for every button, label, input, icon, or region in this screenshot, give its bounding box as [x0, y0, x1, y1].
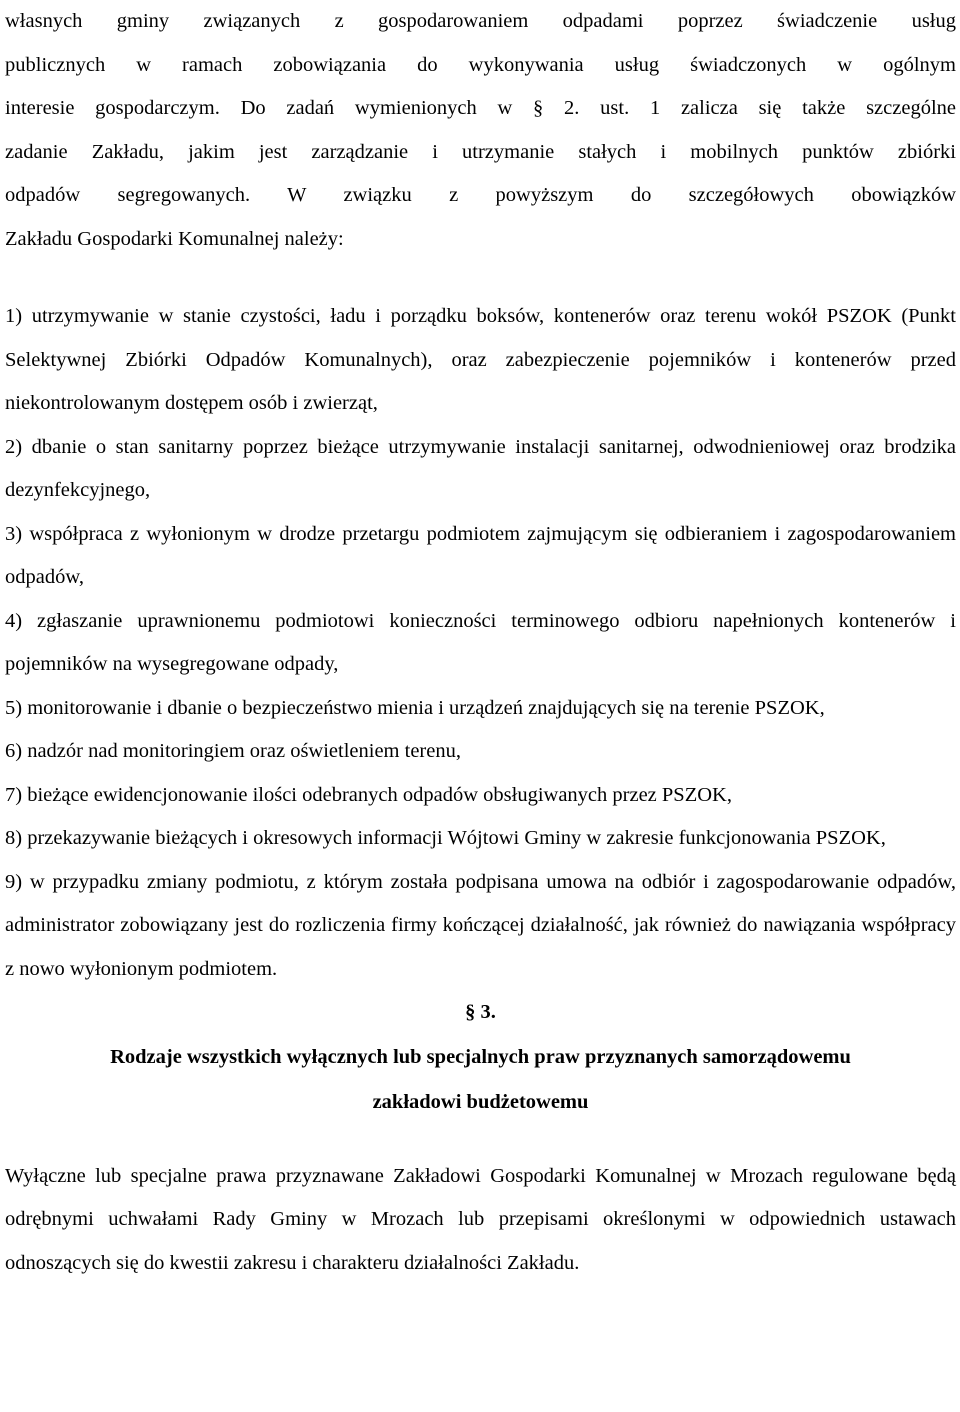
duty-item: 6) nadzór nad monitoringiem oraz oświetleniem terenu, [5, 740, 461, 762]
intro-paragraph [5, 0, 956, 261]
section-title [5, 1035, 956, 1125]
closing-paragraph: Wyłączne lub specjalne prawa przyznawane Zakładowi Gospodarki Komunalnej w Mrozach regulowane będą odrębnymi uchwałami Rady Gminy w Mrozach lub przepisami określonymi w odpowiednich ustawach odnoszących się do kwestii zakresu i charakteru działalności Zakładu. [5, 1164, 956, 1274]
duty-item: 4) zgłaszanie uprawnionemu podmiotowi konieczności terminowego odbioru napełnionych kontenerów i pojemników na wysegregowane odpady, [5, 609, 956, 675]
duty-item: 2) dbanie o stan sanitarny poprzez bieżące utrzymywanie instalacji sanitarnej, odwodnieniowej oraz brodzika dezynfekcyjnego, [5, 435, 956, 501]
duty-item: 8) przekazywanie bieżących i okresowych informacji Wójtowi Gminy w zakresie funkcjonowania PSZOK, [5, 827, 886, 849]
intro-line: Zakładu Gospodarki Komunalnej należy: [5, 227, 344, 250]
intro-line: odpadów segregowanych. W związku z powyższym do szczegółowych obowiązków [5, 184, 956, 206]
intro-line: własnych gminy związanych z gospodarowaniem odpadami poprzez świadczenie usług [5, 10, 956, 32]
duty-item: 1) utrzymywanie w stanie czystości, ładu i porządku boksów, kontenerów oraz terenu wokół PSZOK (Punkt Selektywnej Zbiórki Odpadów Komunalnych), oraz zabezpieczenie pojemników i kontenerów przed niekontrolowanym dostępem osób i zwierząt, [5, 305, 956, 414]
duty-item: 7) bieżące ewidencjonowanie ilości odebranych odpadów obsługiwanych przez PSZOK, [5, 783, 732, 806]
intro-line: publicznych w ramach zobowiązania do wykonywania usług świadczonych w ogólnym [5, 53, 956, 76]
duties-list [5, 295, 956, 991]
duty-item: 3) współpraca z wyłonionym w drodze przetargu podmiotem zajmującym się odbieraniem i zagospodarowaniem odpadów, [5, 522, 956, 588]
duty-item: 5) monitorowanie i dbanie o bezpieczeństwo mienia i urządzeń znajdujących się na terenie PSZOK, [5, 696, 825, 719]
section-title-line: Rodzaje wszystkich wyłącznych lub specjalnych praw przyznanych samorządowemu [110, 1045, 851, 1068]
section-number: § 3. [465, 1001, 496, 1023]
intro-line: interesie gospodarczym. Do zadań wymienionych w § 2. ust. 1 zalicza się także szczególne [5, 97, 956, 119]
duty-item: 9) w przypadku zmiany podmiotu, z którym została podpisana umowa na odbiór i zagospodarowanie odpadów, administrator zobowiązany jest do rozliczenia firmy kończącej działalność, jak również do nawiązania współpracy z nowo wyłonionym podmiotem. [5, 870, 956, 980]
intro-line: zadanie Zakładu, jakim jest zarządzanie i utrzymanie stałych i mobilnych punktów zbiórki [5, 140, 956, 163]
section-title-line: zakładowi budżetowemu [372, 1090, 589, 1113]
